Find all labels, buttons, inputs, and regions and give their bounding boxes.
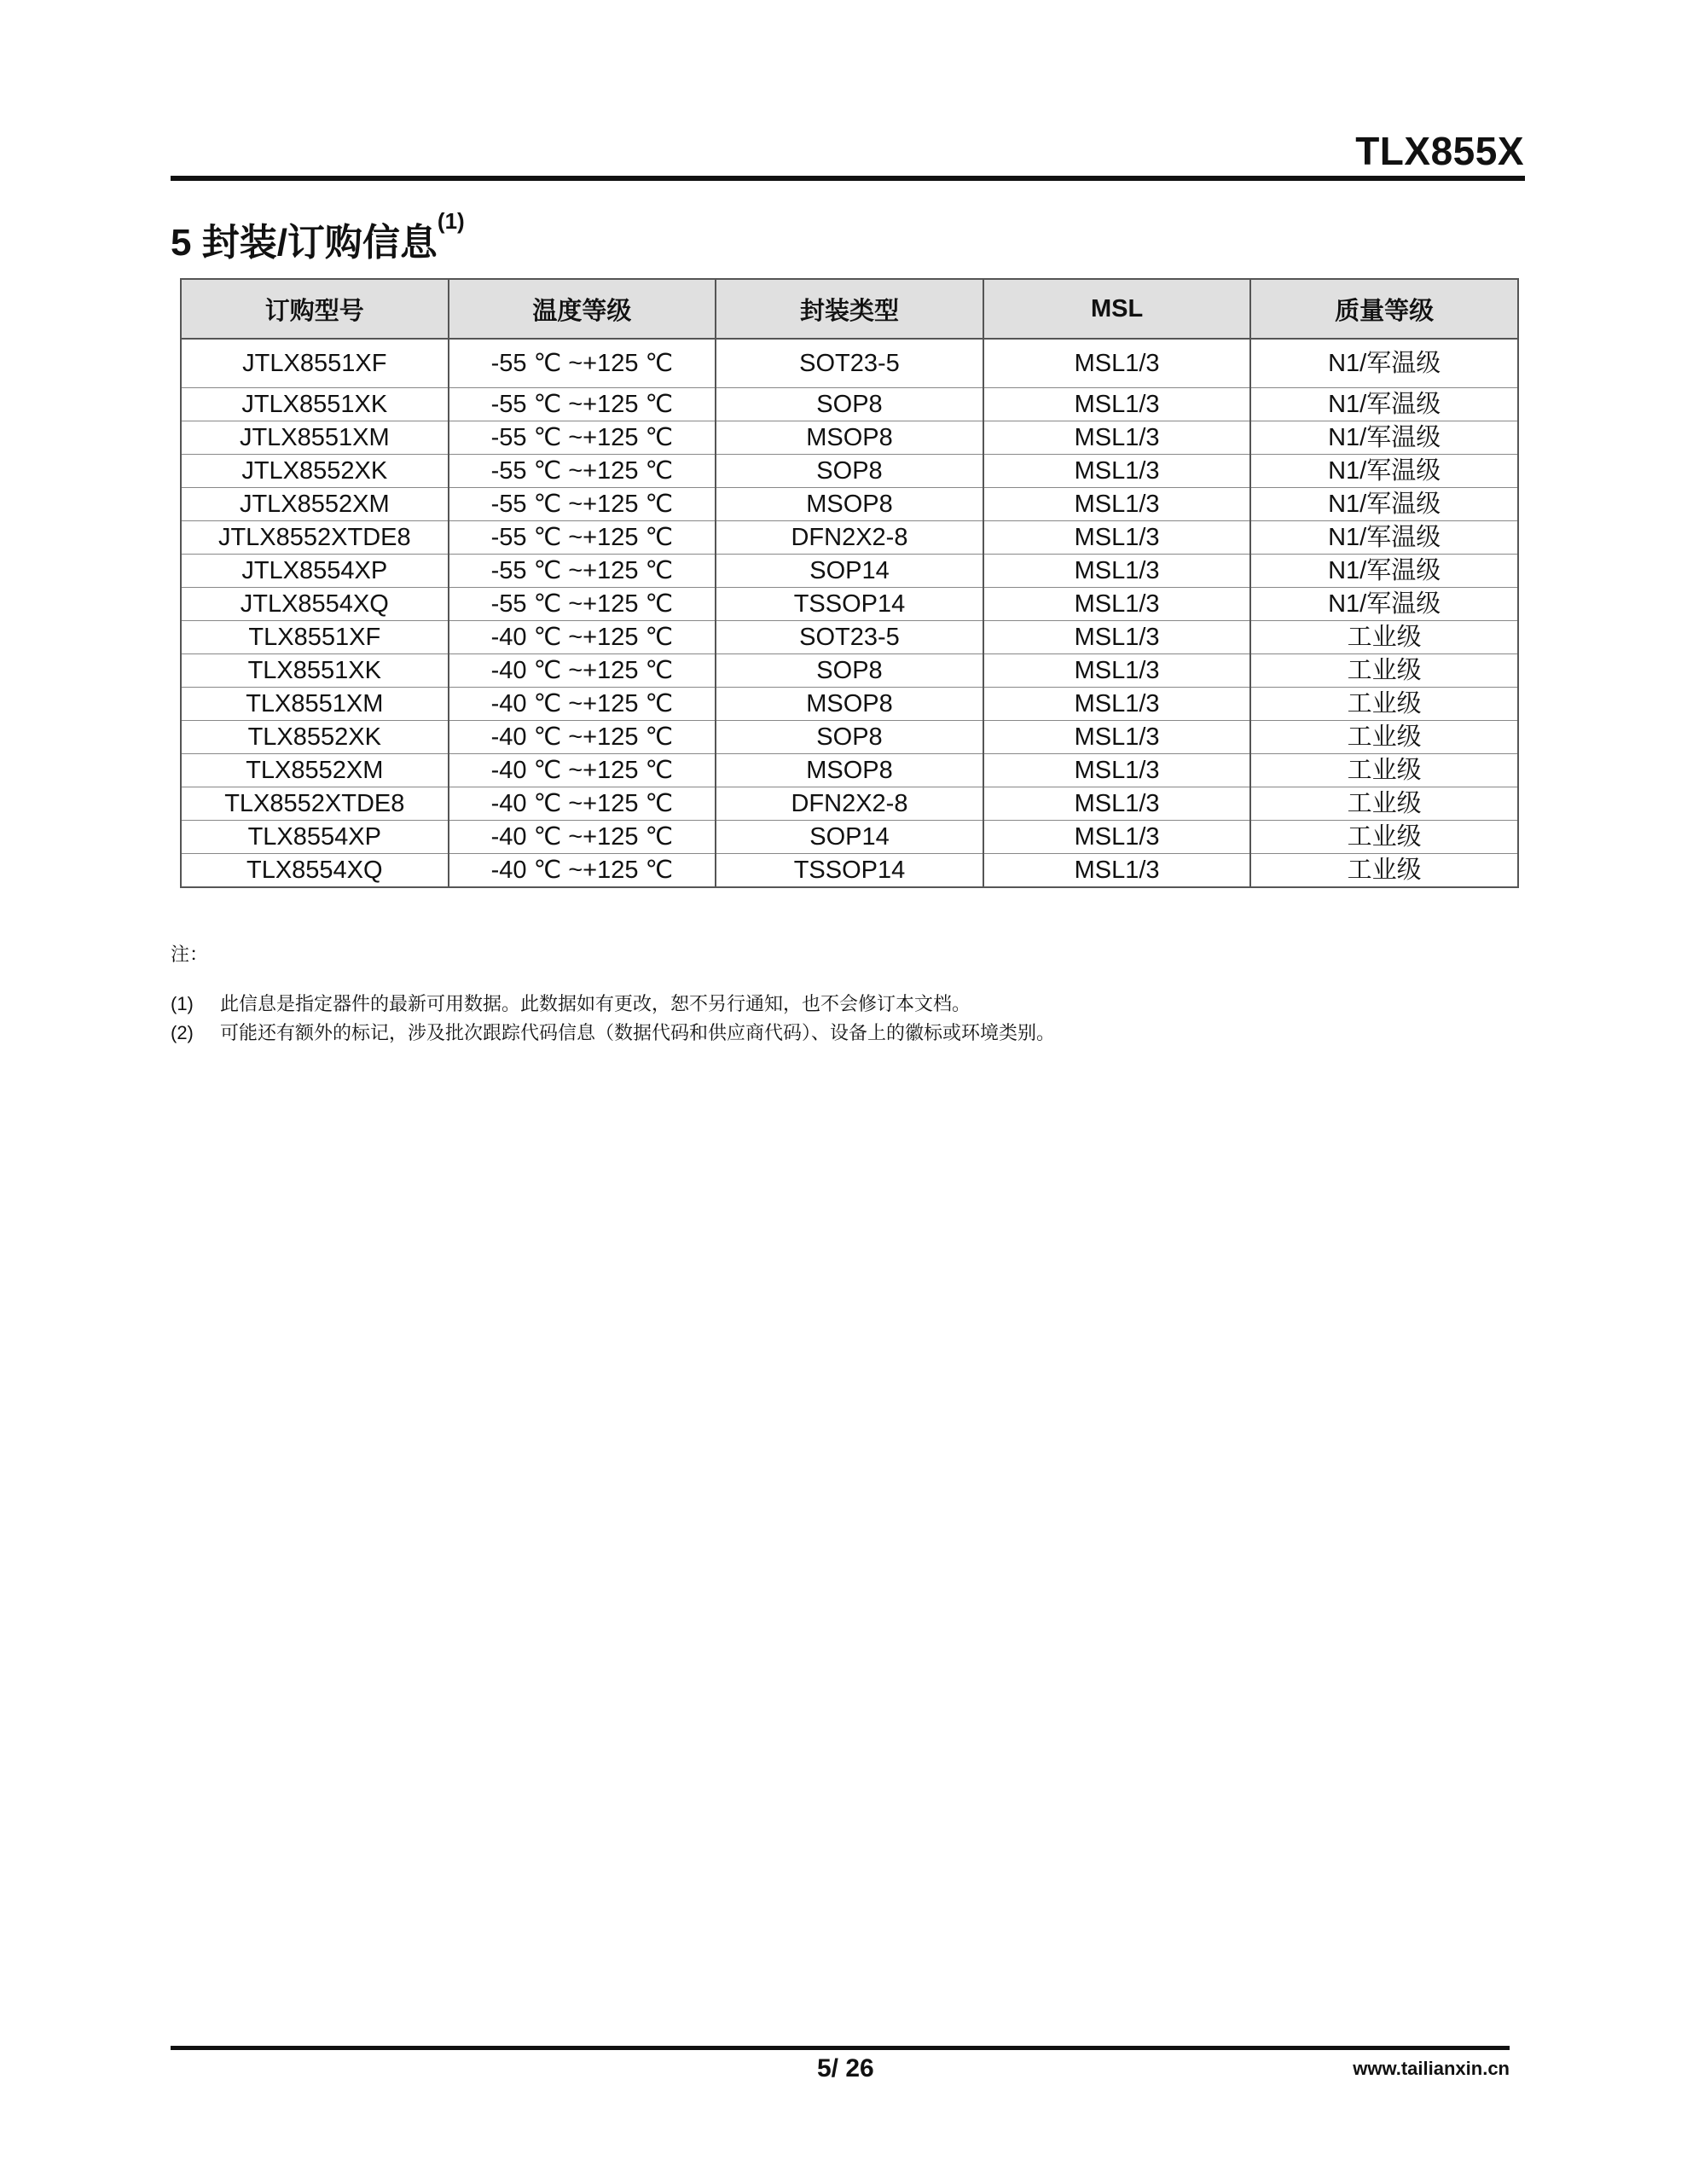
note-item xyxy=(171,990,1055,1019)
package-cell: TSSOP14 xyxy=(716,588,983,621)
quality-cell: N1/军温级 xyxy=(1250,455,1518,488)
notes-section xyxy=(171,940,1055,1048)
quality-cell: N1/军温级 xyxy=(1250,339,1518,388)
page-number: 5/ 26 xyxy=(817,2054,874,2082)
temperature-cell: -40 ℃ ~+125 ℃ xyxy=(449,754,716,787)
msl-cell: MSL1/3 xyxy=(983,521,1251,555)
package-cell: MSOP8 xyxy=(716,421,983,455)
order-number-cell: TLX8554XP xyxy=(181,821,449,854)
table-row xyxy=(181,654,1518,688)
column-header-quality: 质量等级 xyxy=(1250,279,1518,339)
msl-cell: MSL1/3 xyxy=(983,688,1251,721)
msl-cell: MSL1/3 xyxy=(983,455,1251,488)
note-text: 可能还有额外的标记，涉及批次跟踪代码信息（数据代码和供应商代码）、设备上的徽标或环境类别。 xyxy=(220,1022,1056,1043)
temperature-cell: -55 ℃ ~+125 ℃ xyxy=(449,488,716,521)
table-row xyxy=(181,854,1518,888)
msl-cell: MSL1/3 xyxy=(983,654,1251,688)
table-row xyxy=(181,821,1518,854)
package-cell: SOP8 xyxy=(716,654,983,688)
table-row xyxy=(181,339,1518,388)
temperature-cell: -40 ℃ ~+125 ℃ xyxy=(449,787,716,821)
order-number-cell: TLX8552XM xyxy=(181,754,449,787)
column-header-msl: MSL xyxy=(983,279,1251,339)
msl-cell: MSL1/3 xyxy=(983,787,1251,821)
order-number-cell: JTLX8552XTDE8 xyxy=(181,521,449,555)
order-number-cell: JTLX8552XM xyxy=(181,488,449,521)
table-row xyxy=(181,688,1518,721)
temperature-cell: -55 ℃ ~+125 ℃ xyxy=(449,588,716,621)
quality-cell: 工业级 xyxy=(1250,754,1518,787)
table-row xyxy=(181,721,1518,754)
table-row xyxy=(181,388,1518,421)
package-cell: SOP8 xyxy=(716,721,983,754)
temperature-cell: -55 ℃ ~+125 ℃ xyxy=(449,388,716,421)
order-number-cell: TLX8551XF xyxy=(181,621,449,654)
order-number-cell: JTLX8551XM xyxy=(181,421,449,455)
column-header-temperature: 温度等级 xyxy=(449,279,716,339)
package-cell: SOP8 xyxy=(716,388,983,421)
msl-cell: MSL1/3 xyxy=(983,621,1251,654)
quality-cell: N1/军温级 xyxy=(1250,488,1518,521)
msl-cell: MSL1/3 xyxy=(983,821,1251,854)
temperature-cell: -40 ℃ ~+125 ℃ xyxy=(449,821,716,854)
table-row xyxy=(181,455,1518,488)
msl-cell: MSL1/3 xyxy=(983,721,1251,754)
package-cell: MSOP8 xyxy=(716,754,983,787)
temperature-cell: -55 ℃ ~+125 ℃ xyxy=(449,455,716,488)
notes-heading: 注： xyxy=(171,944,209,965)
package-cell: TSSOP14 xyxy=(716,854,983,888)
table-row xyxy=(181,421,1518,455)
order-number-cell: JTLX8552XK xyxy=(181,455,449,488)
order-number-cell: TLX8551XK xyxy=(181,654,449,688)
header-rule xyxy=(171,176,1525,181)
order-number-cell: TLX8552XTDE8 xyxy=(181,787,449,821)
package-cell: SOT23-5 xyxy=(716,621,983,654)
order-number-cell: TLX8554XQ xyxy=(181,854,449,888)
table-row xyxy=(181,488,1518,521)
order-number-cell: TLX8552XK xyxy=(181,721,449,754)
package-cell: SOP14 xyxy=(716,821,983,854)
package-cell: SOP8 xyxy=(716,455,983,488)
column-header-order-number: 订购型号 xyxy=(181,279,449,339)
msl-cell: MSL1/3 xyxy=(983,388,1251,421)
order-number-cell: JTLX8554XQ xyxy=(181,588,449,621)
footer-rule xyxy=(171,2046,1510,2050)
quality-cell: N1/军温级 xyxy=(1250,421,1518,455)
note-number: (1) xyxy=(171,993,194,1014)
msl-cell: MSL1/3 xyxy=(983,488,1251,521)
temperature-cell: -40 ℃ ~+125 ℃ xyxy=(449,688,716,721)
msl-cell: MSL1/3 xyxy=(983,421,1251,455)
section-title-footnote-ref: (1) xyxy=(437,208,465,234)
package-cell: MSOP8 xyxy=(716,488,983,521)
quality-cell: 工业级 xyxy=(1250,721,1518,754)
package-cell: SOT23-5 xyxy=(716,339,983,388)
quality-cell: 工业级 xyxy=(1250,821,1518,854)
section-title-text: 5 封装/订购信息 xyxy=(171,222,438,264)
table-row xyxy=(181,521,1518,555)
note-item xyxy=(171,1019,1055,1048)
temperature-cell: -55 ℃ ~+125 ℃ xyxy=(449,555,716,588)
temperature-cell: -40 ℃ ~+125 ℃ xyxy=(449,621,716,654)
msl-cell: MSL1/3 xyxy=(983,854,1251,888)
quality-cell: 工业级 xyxy=(1250,621,1518,654)
table-row xyxy=(181,787,1518,821)
quality-cell: 工业级 xyxy=(1250,688,1518,721)
order-number-cell: TLX8551XM xyxy=(181,688,449,721)
note-number: (2) xyxy=(171,1022,194,1043)
package-cell: DFN2X2-8 xyxy=(716,521,983,555)
document-id: TLX855X xyxy=(1355,129,1524,173)
msl-cell: MSL1/3 xyxy=(983,588,1251,621)
table-header-row xyxy=(181,279,1518,339)
table-row xyxy=(181,555,1518,588)
quality-cell: N1/军温级 xyxy=(1250,588,1518,621)
quality-cell: 工业级 xyxy=(1250,654,1518,688)
table-row xyxy=(181,588,1518,621)
package-cell: DFN2X2-8 xyxy=(716,787,983,821)
ordering-table xyxy=(180,278,1519,888)
msl-cell: MSL1/3 xyxy=(983,339,1251,388)
order-number-cell: JTLX8551XF xyxy=(181,339,449,388)
temperature-cell: -55 ℃ ~+125 ℃ xyxy=(449,339,716,388)
website-link[interactable]: www.tailianxin.cn xyxy=(1353,2058,1510,2079)
order-number-cell: JTLX8551XK xyxy=(181,388,449,421)
temperature-cell: -40 ℃ ~+125 ℃ xyxy=(449,854,716,888)
temperature-cell: -55 ℃ ~+125 ℃ xyxy=(449,521,716,555)
section-title xyxy=(171,208,465,266)
table-row xyxy=(181,754,1518,787)
order-number-cell: JTLX8554XP xyxy=(181,555,449,588)
quality-cell: N1/军温级 xyxy=(1250,388,1518,421)
temperature-cell: -40 ℃ ~+125 ℃ xyxy=(449,721,716,754)
quality-cell: N1/军温级 xyxy=(1250,521,1518,555)
temperature-cell: -55 ℃ ~+125 ℃ xyxy=(449,421,716,455)
quality-cell: 工业级 xyxy=(1250,787,1518,821)
msl-cell: MSL1/3 xyxy=(983,555,1251,588)
table-row xyxy=(181,621,1518,654)
quality-cell: N1/军温级 xyxy=(1250,555,1518,588)
temperature-cell: -40 ℃ ~+125 ℃ xyxy=(449,654,716,688)
table-body xyxy=(181,339,1518,887)
msl-cell: MSL1/3 xyxy=(983,754,1251,787)
column-header-package: 封装类型 xyxy=(716,279,983,339)
note-text: 此信息是指定器件的最新可用数据。此数据如有更改，恕不另行通知，也不会修订本文档。 xyxy=(220,993,971,1014)
package-cell: MSOP8 xyxy=(716,688,983,721)
quality-cell: 工业级 xyxy=(1250,854,1518,888)
package-cell: SOP14 xyxy=(716,555,983,588)
